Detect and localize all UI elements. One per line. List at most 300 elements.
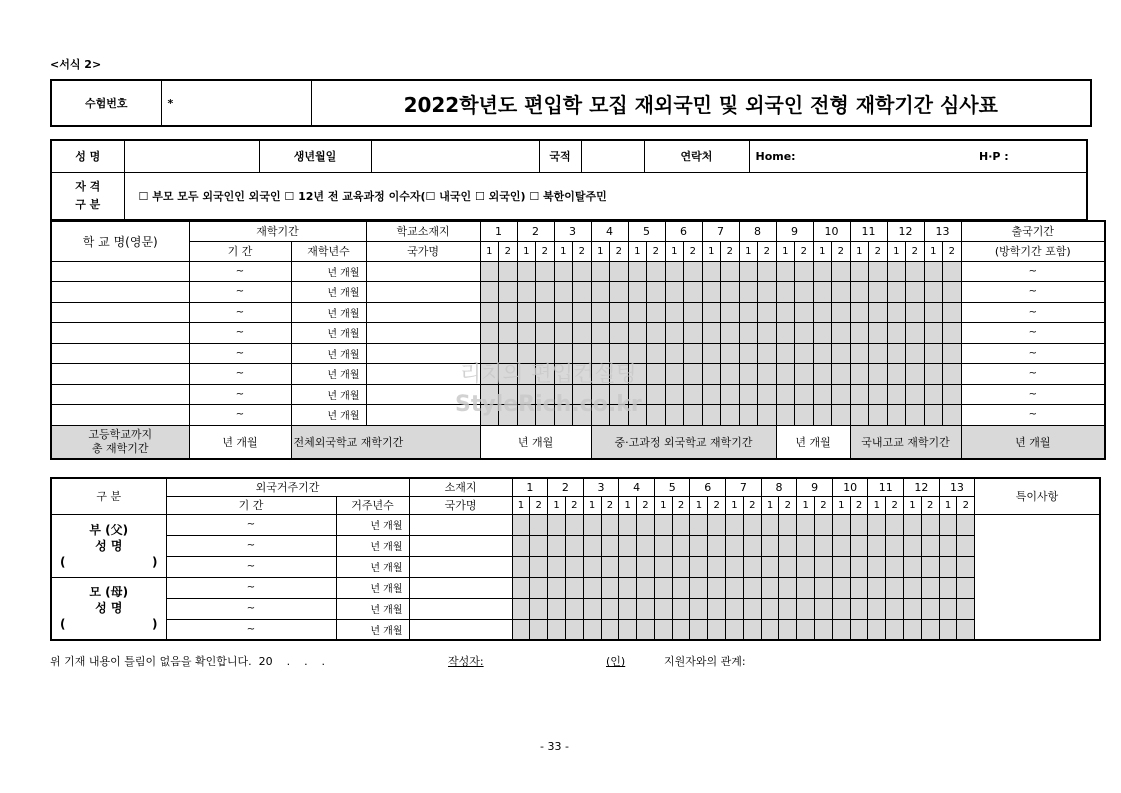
grid-cell[interactable] [795,343,814,364]
grid-cell[interactable] [832,384,851,405]
period-cell[interactable]: ~ [189,384,291,405]
grid-cell[interactable] [869,405,888,426]
grid-cell[interactable] [530,535,548,556]
grid-cell[interactable] [815,556,833,577]
grid-cell[interactable] [795,323,814,344]
grid-cell[interactable] [813,343,832,364]
grid-cell[interactable] [924,282,943,303]
grid-cell[interactable] [850,405,869,426]
grid-cell[interactable] [610,261,629,282]
grid-cell[interactable] [795,405,814,426]
grid-cell[interactable] [832,302,851,323]
grid-cell[interactable] [647,261,666,282]
notes-cell[interactable] [975,514,1100,640]
grid-cell[interactable] [512,577,530,598]
grid-cell[interactable] [943,261,962,282]
grid-cell[interactable] [850,323,869,344]
grid-cell[interactable] [779,598,797,619]
grid-cell[interactable] [779,577,797,598]
grid-cell[interactable] [943,302,962,323]
grid-cell[interactable] [761,535,779,556]
grid-cell[interactable] [690,535,708,556]
grid-cell[interactable] [779,535,797,556]
grid-cell[interactable] [869,302,888,323]
duration-cell[interactable]: 년 개월 [291,282,366,303]
grid-cell[interactable] [776,384,795,405]
duration-cell[interactable]: 년 개월 [291,384,366,405]
country-cell[interactable] [409,514,512,535]
grid-cell[interactable] [887,282,906,303]
grid-cell[interactable] [815,514,833,535]
home-phone-label[interactable]: Home: [749,140,879,172]
grid-cell[interactable] [530,556,548,577]
grid-cell[interactable] [583,577,601,598]
duration-cell[interactable]: 년 개월 [336,556,409,577]
grid-cell[interactable] [924,261,943,282]
grid-cell[interactable] [684,405,703,426]
father-name-field[interactable] [52,554,166,570]
grid-cell[interactable] [480,323,499,344]
grid-cell[interactable] [726,535,744,556]
grid-cell[interactable] [921,535,939,556]
grid-cell[interactable] [797,598,815,619]
grid-cell[interactable] [619,556,637,577]
grid-cell[interactable] [904,619,922,640]
grid-cell[interactable] [943,405,962,426]
departure-cell[interactable]: ~ [961,261,1105,282]
grid-cell[interactable] [887,364,906,385]
school-name-cell[interactable] [51,384,189,405]
grid-cell[interactable] [583,535,601,556]
grid-cell[interactable] [743,556,761,577]
foreign-total-value[interactable]: 년 개월 [480,425,591,459]
grid-cell[interactable] [536,282,555,303]
country-cell[interactable] [409,577,512,598]
grid-cell[interactable] [647,282,666,303]
grid-cell[interactable] [939,514,957,535]
grid-cell[interactable] [886,556,904,577]
period-cell[interactable]: ~ [166,598,336,619]
duration-cell[interactable]: 년 개월 [291,323,366,344]
grid-cell[interactable] [832,364,851,385]
grid-cell[interactable] [721,343,740,364]
grid-cell[interactable] [850,514,868,535]
grid-cell[interactable] [921,577,939,598]
grid-cell[interactable] [906,384,925,405]
grid-cell[interactable] [654,514,672,535]
grid-cell[interactable] [904,535,922,556]
period-cell[interactable]: ~ [166,556,336,577]
departure-cell[interactable]: ~ [961,343,1105,364]
grid-cell[interactable] [726,556,744,577]
grid-cell[interactable] [832,535,850,556]
grid-cell[interactable] [637,598,655,619]
grid-cell[interactable] [654,598,672,619]
grid-cell[interactable] [647,323,666,344]
grid-cell[interactable] [868,598,886,619]
grid-cell[interactable] [813,364,832,385]
period-cell[interactable]: ~ [166,535,336,556]
grid-cell[interactable] [832,556,850,577]
grid-cell[interactable] [776,323,795,344]
grid-cell[interactable] [601,577,619,598]
grid-cell[interactable] [637,535,655,556]
grid-cell[interactable] [530,514,548,535]
grid-cell[interactable] [619,598,637,619]
grid-cell[interactable] [628,323,647,344]
grid-cell[interactable] [943,364,962,385]
grid-cell[interactable] [726,619,744,640]
grid-cell[interactable] [815,577,833,598]
grid-cell[interactable] [924,405,943,426]
grid-cell[interactable] [886,535,904,556]
grid-cell[interactable] [850,598,868,619]
grid-cell[interactable] [726,514,744,535]
grid-cell[interactable] [665,405,684,426]
duration-cell[interactable]: 년 개월 [336,619,409,640]
grid-cell[interactable] [619,514,637,535]
grid-cell[interactable] [512,556,530,577]
grid-cell[interactable] [832,323,851,344]
grid-cell[interactable] [665,343,684,364]
grid-cell[interactable] [813,302,832,323]
grid-cell[interactable] [637,577,655,598]
grid-cell[interactable] [795,384,814,405]
grid-cell[interactable] [672,598,690,619]
birthdate-field[interactable] [371,140,539,172]
grid-cell[interactable] [665,364,684,385]
grid-cell[interactable] [797,619,815,640]
grid-cell[interactable] [591,302,610,323]
grid-cell[interactable] [583,556,601,577]
duration-cell[interactable]: 년 개월 [291,343,366,364]
grid-cell[interactable] [761,514,779,535]
grid-cell[interactable] [684,343,703,364]
grid-cell[interactable] [548,619,566,640]
grid-cell[interactable] [536,261,555,282]
grid-cell[interactable] [565,598,583,619]
grid-cell[interactable] [776,302,795,323]
grid-cell[interactable] [776,261,795,282]
grid-cell[interactable] [601,514,619,535]
grid-cell[interactable] [721,282,740,303]
grid-cell[interactable] [721,364,740,385]
school-name-cell[interactable] [51,405,189,426]
grid-cell[interactable] [583,598,601,619]
grid-cell[interactable] [583,514,601,535]
grid-cell[interactable] [850,302,869,323]
grid-cell[interactable] [739,323,758,344]
grid-cell[interactable] [906,261,925,282]
grid-cell[interactable] [850,282,869,303]
grid-cell[interactable] [832,514,850,535]
grid-cell[interactable] [797,556,815,577]
domestic-value[interactable]: 년 개월 [961,425,1105,459]
grid-cell[interactable] [601,619,619,640]
grid-cell[interactable] [795,302,814,323]
grid-cell[interactable] [548,514,566,535]
grid-cell[interactable] [654,556,672,577]
grid-cell[interactable] [672,577,690,598]
grid-cell[interactable] [684,302,703,323]
grid-cell[interactable] [868,556,886,577]
grid-cell[interactable] [739,384,758,405]
grid-cell[interactable] [957,535,975,556]
grid-cell[interactable] [708,598,726,619]
grid-cell[interactable] [721,384,740,405]
grid-cell[interactable] [512,514,530,535]
grid-cell[interactable] [517,282,536,303]
grid-cell[interactable] [924,343,943,364]
grid-cell[interactable] [619,619,637,640]
period-cell[interactable]: ~ [166,577,336,598]
grid-cell[interactable] [726,577,744,598]
grid-cell[interactable] [813,323,832,344]
grid-cell[interactable] [906,405,925,426]
grid-cell[interactable] [548,598,566,619]
grid-cell[interactable] [665,282,684,303]
country-cell[interactable] [409,619,512,640]
grid-cell[interactable] [565,535,583,556]
grid-cell[interactable] [887,261,906,282]
grid-cell[interactable] [647,405,666,426]
grid-cell[interactable] [684,323,703,344]
grid-cell[interactable] [850,364,869,385]
grid-cell[interactable] [869,364,888,385]
grid-cell[interactable] [583,619,601,640]
grid-cell[interactable] [924,364,943,385]
grid-cell[interactable] [517,323,536,344]
grid-cell[interactable] [743,577,761,598]
grid-cell[interactable] [886,577,904,598]
grid-cell[interactable] [628,302,647,323]
grid-cell[interactable] [739,302,758,323]
school-name-cell[interactable] [51,302,189,323]
duration-cell[interactable]: 년 개월 [336,514,409,535]
grid-cell[interactable] [758,405,777,426]
grid-cell[interactable] [850,556,868,577]
grid-cell[interactable] [512,598,530,619]
grid-cell[interactable] [672,514,690,535]
grid-cell[interactable] [850,384,869,405]
grid-cell[interactable] [761,619,779,640]
country-cell[interactable] [366,282,480,303]
period-cell[interactable]: ~ [189,302,291,323]
grid-cell[interactable] [610,302,629,323]
grid-cell[interactable] [776,343,795,364]
grid-cell[interactable] [924,323,943,344]
total-period-value[interactable]: 년 개월 [189,425,291,459]
grid-cell[interactable] [758,282,777,303]
country-cell[interactable] [366,261,480,282]
grid-cell[interactable] [739,364,758,385]
grid-cell[interactable] [924,384,943,405]
grid-cell[interactable] [887,302,906,323]
grid-cell[interactable] [654,577,672,598]
grid-cell[interactable] [850,343,869,364]
grid-cell[interactable] [601,556,619,577]
grid-cell[interactable] [565,556,583,577]
grid-cell[interactable] [906,282,925,303]
grid-cell[interactable] [690,556,708,577]
grid-cell[interactable] [921,619,939,640]
grid-cell[interactable] [637,556,655,577]
grid-cell[interactable] [690,619,708,640]
grid-cell[interactable] [850,535,868,556]
grid-cell[interactable] [708,556,726,577]
grid-cell[interactable] [721,323,740,344]
grid-cell[interactable] [672,535,690,556]
grid-cell[interactable] [726,598,744,619]
departure-cell[interactable]: ~ [961,302,1105,323]
grid-cell[interactable] [832,261,851,282]
school-name-cell[interactable] [51,261,189,282]
duration-cell[interactable]: 년 개월 [336,598,409,619]
grid-cell[interactable] [743,598,761,619]
school-name-cell[interactable] [51,364,189,385]
grid-cell[interactable] [869,282,888,303]
grid-cell[interactable] [565,514,583,535]
mobile-phone-label[interactable]: H·P : [879,140,1087,172]
grid-cell[interactable] [739,282,758,303]
grid-cell[interactable] [480,282,499,303]
name-field[interactable] [124,140,259,172]
grid-cell[interactable] [628,261,647,282]
period-cell[interactable]: ~ [189,405,291,426]
grid-cell[interactable] [554,302,573,323]
grid-cell[interactable] [906,343,925,364]
grid-cell[interactable] [924,302,943,323]
grid-cell[interactable] [637,619,655,640]
grid-cell[interactable] [654,619,672,640]
grid-cell[interactable] [832,577,850,598]
duration-cell[interactable]: 년 개월 [336,577,409,598]
grid-cell[interactable] [499,302,518,323]
departure-cell[interactable]: ~ [961,405,1105,426]
grid-cell[interactable] [517,302,536,323]
grid-cell[interactable] [684,261,703,282]
country-cell[interactable] [366,302,480,323]
grid-cell[interactable] [499,282,518,303]
grid-cell[interactable] [708,514,726,535]
grid-cell[interactable] [647,302,666,323]
grid-cell[interactable] [665,384,684,405]
grid-cell[interactable] [939,577,957,598]
duration-cell[interactable]: 년 개월 [336,535,409,556]
grid-cell[interactable] [672,619,690,640]
grid-cell[interactable] [665,261,684,282]
grid-cell[interactable] [512,619,530,640]
grid-cell[interactable] [813,282,832,303]
grid-cell[interactable] [886,619,904,640]
grid-cell[interactable] [573,323,592,344]
grid-cell[interactable] [906,323,925,344]
grid-cell[interactable] [850,619,868,640]
school-name-cell[interactable] [51,282,189,303]
grid-cell[interactable] [813,405,832,426]
grid-cell[interactable] [536,323,555,344]
grid-cell[interactable] [850,261,869,282]
grid-cell[interactable] [654,535,672,556]
grid-cell[interactable] [499,261,518,282]
period-cell[interactable]: ~ [189,343,291,364]
grid-cell[interactable] [906,364,925,385]
grid-cell[interactable] [758,343,777,364]
period-cell[interactable]: ~ [189,364,291,385]
grid-cell[interactable] [813,261,832,282]
grid-cell[interactable] [743,514,761,535]
duration-cell[interactable]: 년 개월 [291,405,366,426]
grid-cell[interactable] [887,323,906,344]
grid-cell[interactable] [943,343,962,364]
qualification-options[interactable]: ☐ 부모 모두 외국인인 외국인 ☐ 12년 전 교육과정 이수자(☐ 내국인 ☐ 외국인) ☐ 북한이탈주민 [124,172,1087,220]
grid-cell[interactable] [739,343,758,364]
grid-cell[interactable] [601,535,619,556]
grid-cell[interactable] [939,598,957,619]
grid-cell[interactable] [702,364,721,385]
grid-cell[interactable] [554,323,573,344]
grid-cell[interactable] [761,598,779,619]
grid-cell[interactable] [815,598,833,619]
grid-cell[interactable] [480,302,499,323]
grid-cell[interactable] [850,577,868,598]
grid-cell[interactable] [665,302,684,323]
grid-cell[interactable] [886,514,904,535]
grid-cell[interactable] [684,384,703,405]
grid-cell[interactable] [565,619,583,640]
grid-cell[interactable] [957,598,975,619]
grid-cell[interactable] [868,619,886,640]
grid-cell[interactable] [813,384,832,405]
grid-cell[interactable] [887,384,906,405]
grid-cell[interactable] [554,282,573,303]
grid-cell[interactable] [690,577,708,598]
grid-cell[interactable] [637,514,655,535]
duration-cell[interactable]: 년 개월 [291,302,366,323]
grid-cell[interactable] [708,577,726,598]
grid-cell[interactable] [815,619,833,640]
period-cell[interactable]: ~ [166,619,336,640]
grid-cell[interactable] [795,364,814,385]
grid-cell[interactable] [530,577,548,598]
grid-cell[interactable] [832,343,851,364]
grid-cell[interactable] [554,261,573,282]
exam-number-value[interactable]: * [161,80,311,126]
departure-cell[interactable]: ~ [961,364,1105,385]
grid-cell[interactable] [530,598,548,619]
grid-cell[interactable] [548,577,566,598]
country-cell[interactable] [409,556,512,577]
school-name-cell[interactable] [51,343,189,364]
grid-cell[interactable] [758,261,777,282]
departure-cell[interactable]: ~ [961,282,1105,303]
grid-cell[interactable] [868,577,886,598]
grid-cell[interactable] [758,323,777,344]
grid-cell[interactable] [565,577,583,598]
grid-cell[interactable] [761,556,779,577]
grid-cell[interactable] [795,261,814,282]
grid-cell[interactable] [743,619,761,640]
grid-cell[interactable] [619,577,637,598]
grid-cell[interactable] [610,282,629,303]
grid-cell[interactable] [761,577,779,598]
grid-cell[interactable] [779,619,797,640]
grid-cell[interactable] [702,302,721,323]
grid-cell[interactable] [957,619,975,640]
grid-cell[interactable] [869,261,888,282]
grid-cell[interactable] [797,535,815,556]
departure-cell[interactable]: ~ [961,384,1105,405]
